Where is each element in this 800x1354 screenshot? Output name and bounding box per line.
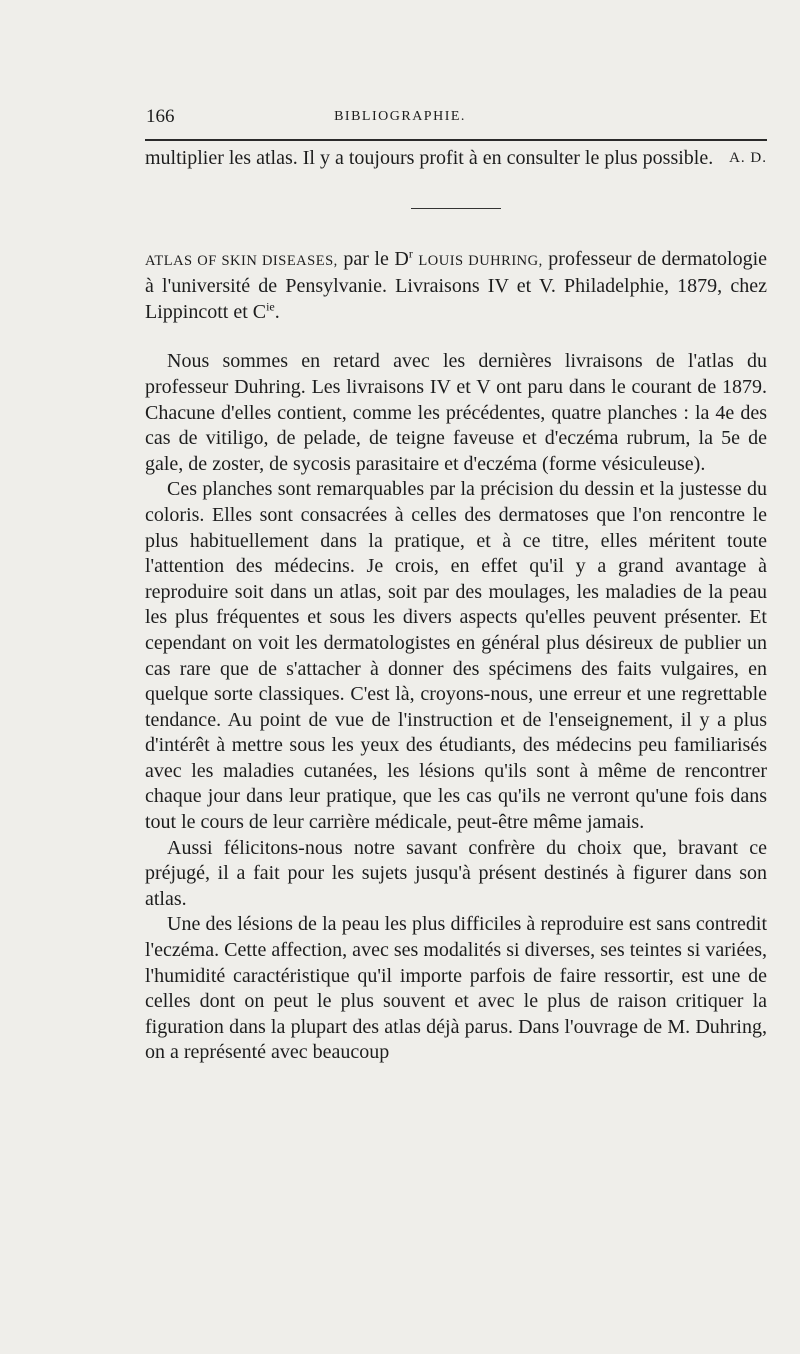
by-text: par le: [343, 247, 389, 270]
review-paragraph-1: Nous sommes en retard avec les dernières livraisons de l'atlas du professeur Duhring. Les livraisons IV et V ont paru dans le courant de 1879. Chacune d'elles contient, comme les précédentes, quatre planches : la 4e des cas de vitiligo, de pelade, de teigne faveuse et d'eczéma rubrum, la 5e de gale, de zoster, de sycosis parasitaire et d'eczéma (forme vésiculeuse).: [145, 350, 767, 475]
section-divider: [411, 208, 501, 209]
author-name: LOUIS DUHRING,: [418, 252, 543, 269]
page-body: [145, 146, 767, 1066]
running-head: [0, 106, 800, 130]
book-title: ATLAS OF SKIN DISEASES,: [145, 252, 338, 269]
company-sup: ie: [266, 299, 275, 314]
header-rule: [145, 139, 767, 141]
review-paragraph-3: Aussi félicitons-nous notre savant confrère du choix que, bravant ce préjugé, il a fait pour les sujets jusqu'à présent destinés à figurer dans son atlas.: [145, 836, 767, 910]
review-heading: [145, 247, 767, 326]
heading-end: .: [274, 300, 280, 323]
page-number: 166: [146, 106, 175, 127]
heading-rest: professeur de dermatologie à l'université de Pensylvanie. Livraisons IV et V. Philadelphie, 1879, chez Lippincott et C: [145, 247, 768, 323]
review-paragraph-4: Une des lésions de la peau les plus difficiles à reproduire est sans contredit l'eczéma. Cette affection, avec ses modalités si diverses, ses teintes si variées, l'humidité caractéristique qu'il importe parfois de faire ressortir, est une de celles dont on peut le plus souvent et avec le plus de raison critiquer la figuration dans la plupart des atlas déjà parus. Dans l'ouvrage de M. Duhring, on a représenté avec beaucoup: [145, 913, 767, 1064]
doctor-sup: r: [408, 245, 413, 260]
doctor-prefix: D: [394, 247, 409, 270]
running-title: BIBLIOGRAPHIE.: [334, 109, 466, 124]
review-paragraph-2: Ces planches sont remarquables par la précision du dessin et la justesse du coloris. Elles sont consacrées à celles des dermatoses que l'on rencontre le plus habituellement dans la pratique, et à ce titre, elles méritent toute l'attention des médecins. Je crois, en effet qu'il y a grand avantage à reproduire soit dans un atlas, soit par des moulages, les maladies de la peau les plus fréquentes et sous les divers aspects qu'elles peuvent présenter. Et cependant on voit les dermatologistes en général plus désireux de publier un cas rare que de s'attacher à donner des spécimens des faits vulgaires, en quelque sorte classiques. C'est là, croyons-nous, une erreur et une regrettable tendance. Au point de vue de l'instruction et de l'enseignement, il y a plus d'intérêt à mettre sous les yeux des étudiants, des médecins peu familiarisés avec les maladies cutanées, les lésions qu'ils sont à même de rencontrer chaque jour dans leur pratique, que les cas qu'ils ne verront qu'une fois dans tout le cours de leur carrière médicale, peut-être même jamais.: [145, 478, 767, 834]
signature: A. D.: [729, 150, 767, 166]
spacer: [145, 325, 767, 349]
continuation-paragraph: multiplier les atlas. Il y a toujours profit à en consulter le plus possible.: [145, 147, 714, 169]
